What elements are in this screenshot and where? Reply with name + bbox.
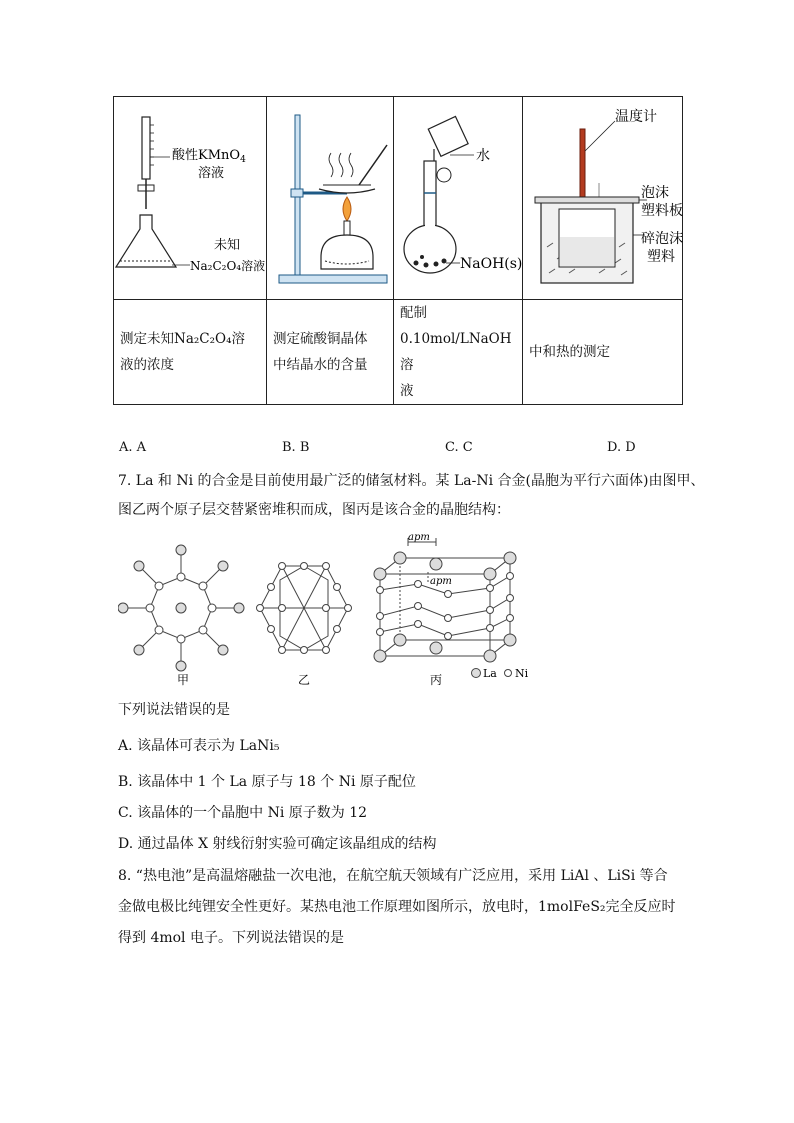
q6-option-a: A. A (119, 440, 147, 455)
legend-ni-label: Ni (515, 667, 529, 680)
titration-apparatus-diagram (114, 97, 267, 295)
label-bing: 丙 (430, 673, 443, 687)
apparatus-table (113, 96, 683, 405)
unit-cell-bing-diagram (374, 538, 516, 678)
label-jia: 甲 (177, 673, 190, 687)
q6-option-c: C. C (445, 440, 473, 455)
q8-line-2: 金做电极比纯锂安全性更好。某热电池工作原理如图所示，放电时，1molFeS₂完全反应时 (118, 899, 676, 915)
layer-jia-diagram (118, 545, 244, 671)
apm-label-inner: apm (430, 576, 452, 587)
caption-a: 测定未知Na₂C₂O₄溶 液的浓度 (114, 300, 267, 405)
apm-label-top: apm (408, 532, 430, 543)
crystal-water-apparatus-diagram (267, 97, 394, 295)
q8-line-1: 8. “热电池”是高温熔融盐一次电池，在航空航天领域有广泛应用，采用 LiAl 、LiSi 等合 (118, 868, 668, 884)
layer-yi-diagram (257, 563, 352, 654)
na2c2o4-label: Na₂C₂O₄溶液 (190, 259, 266, 273)
kmno4-label: 酸性KMnO$_4$ (172, 148, 246, 165)
q7-question: 下列说法错误的是 (118, 702, 230, 718)
calorimeter-figure-cell (523, 97, 683, 300)
water-label: 水 (476, 148, 490, 164)
caption-c: 配制 0.10mol/LNaOH 溶 液 (394, 300, 523, 405)
neutralization-heat-apparatus-diagram (523, 97, 683, 295)
q7-option-b: B. 该晶体中 1 个 La 原子与 18 个 Ni 原子配位 (118, 774, 416, 790)
q8-line-3: 得到 4mol 电子。下列说法错误的是 (118, 930, 344, 946)
q7-option-d: D. 通过晶体 X 射线衍射实验可确定该晶组成的结构 (118, 836, 437, 852)
kmno4-solution-label: 溶液 (198, 166, 225, 181)
unknown-label: 未知 (214, 238, 241, 253)
q6-option-d: D. D (607, 440, 636, 455)
foam-bits-label-1: 碎泡沫 (641, 231, 683, 247)
caption-d: 中和热的测定 (523, 300, 683, 405)
foam-bits-label-2: 塑料 (647, 249, 675, 265)
crystal-structure-figures (118, 532, 538, 692)
q7-stem-line-2: 图乙两个原子层交替紧密堆积而成，图丙是该合金的晶胞结构： (118, 502, 510, 518)
foam-board-label-1: 泡沫 (641, 185, 669, 201)
solution-prep-apparatus-diagram (394, 97, 523, 295)
q7-option-a: A. 该晶体可表示为 LaNi₅ (118, 738, 280, 754)
titration-figure-cell (114, 97, 267, 300)
caption-b: 测定硫酸铜晶体 中结晶水的含量 (267, 300, 394, 405)
heating-figure-cell (267, 97, 394, 300)
q7-option-c: C. 该晶体的一个晶胞中 Ni 原子数为 12 (118, 805, 368, 821)
thermometer-label: 温度计 (615, 109, 657, 125)
naoh-label: NaOH(s) (460, 256, 523, 272)
foam-board-label-2: 塑料板 (641, 203, 683, 219)
label-yi: 乙 (298, 673, 311, 687)
q6-option-b: B. B (282, 440, 310, 455)
q7-stem-line-1: 7. La 和 Ni 的合金是目前使用最广泛的储氢材料。某 La-Ni 合金(晶胞为平行六面体)由图甲、 (118, 473, 705, 489)
legend-la-label: La (483, 667, 497, 680)
volumetric-flask-figure-cell (394, 97, 523, 300)
